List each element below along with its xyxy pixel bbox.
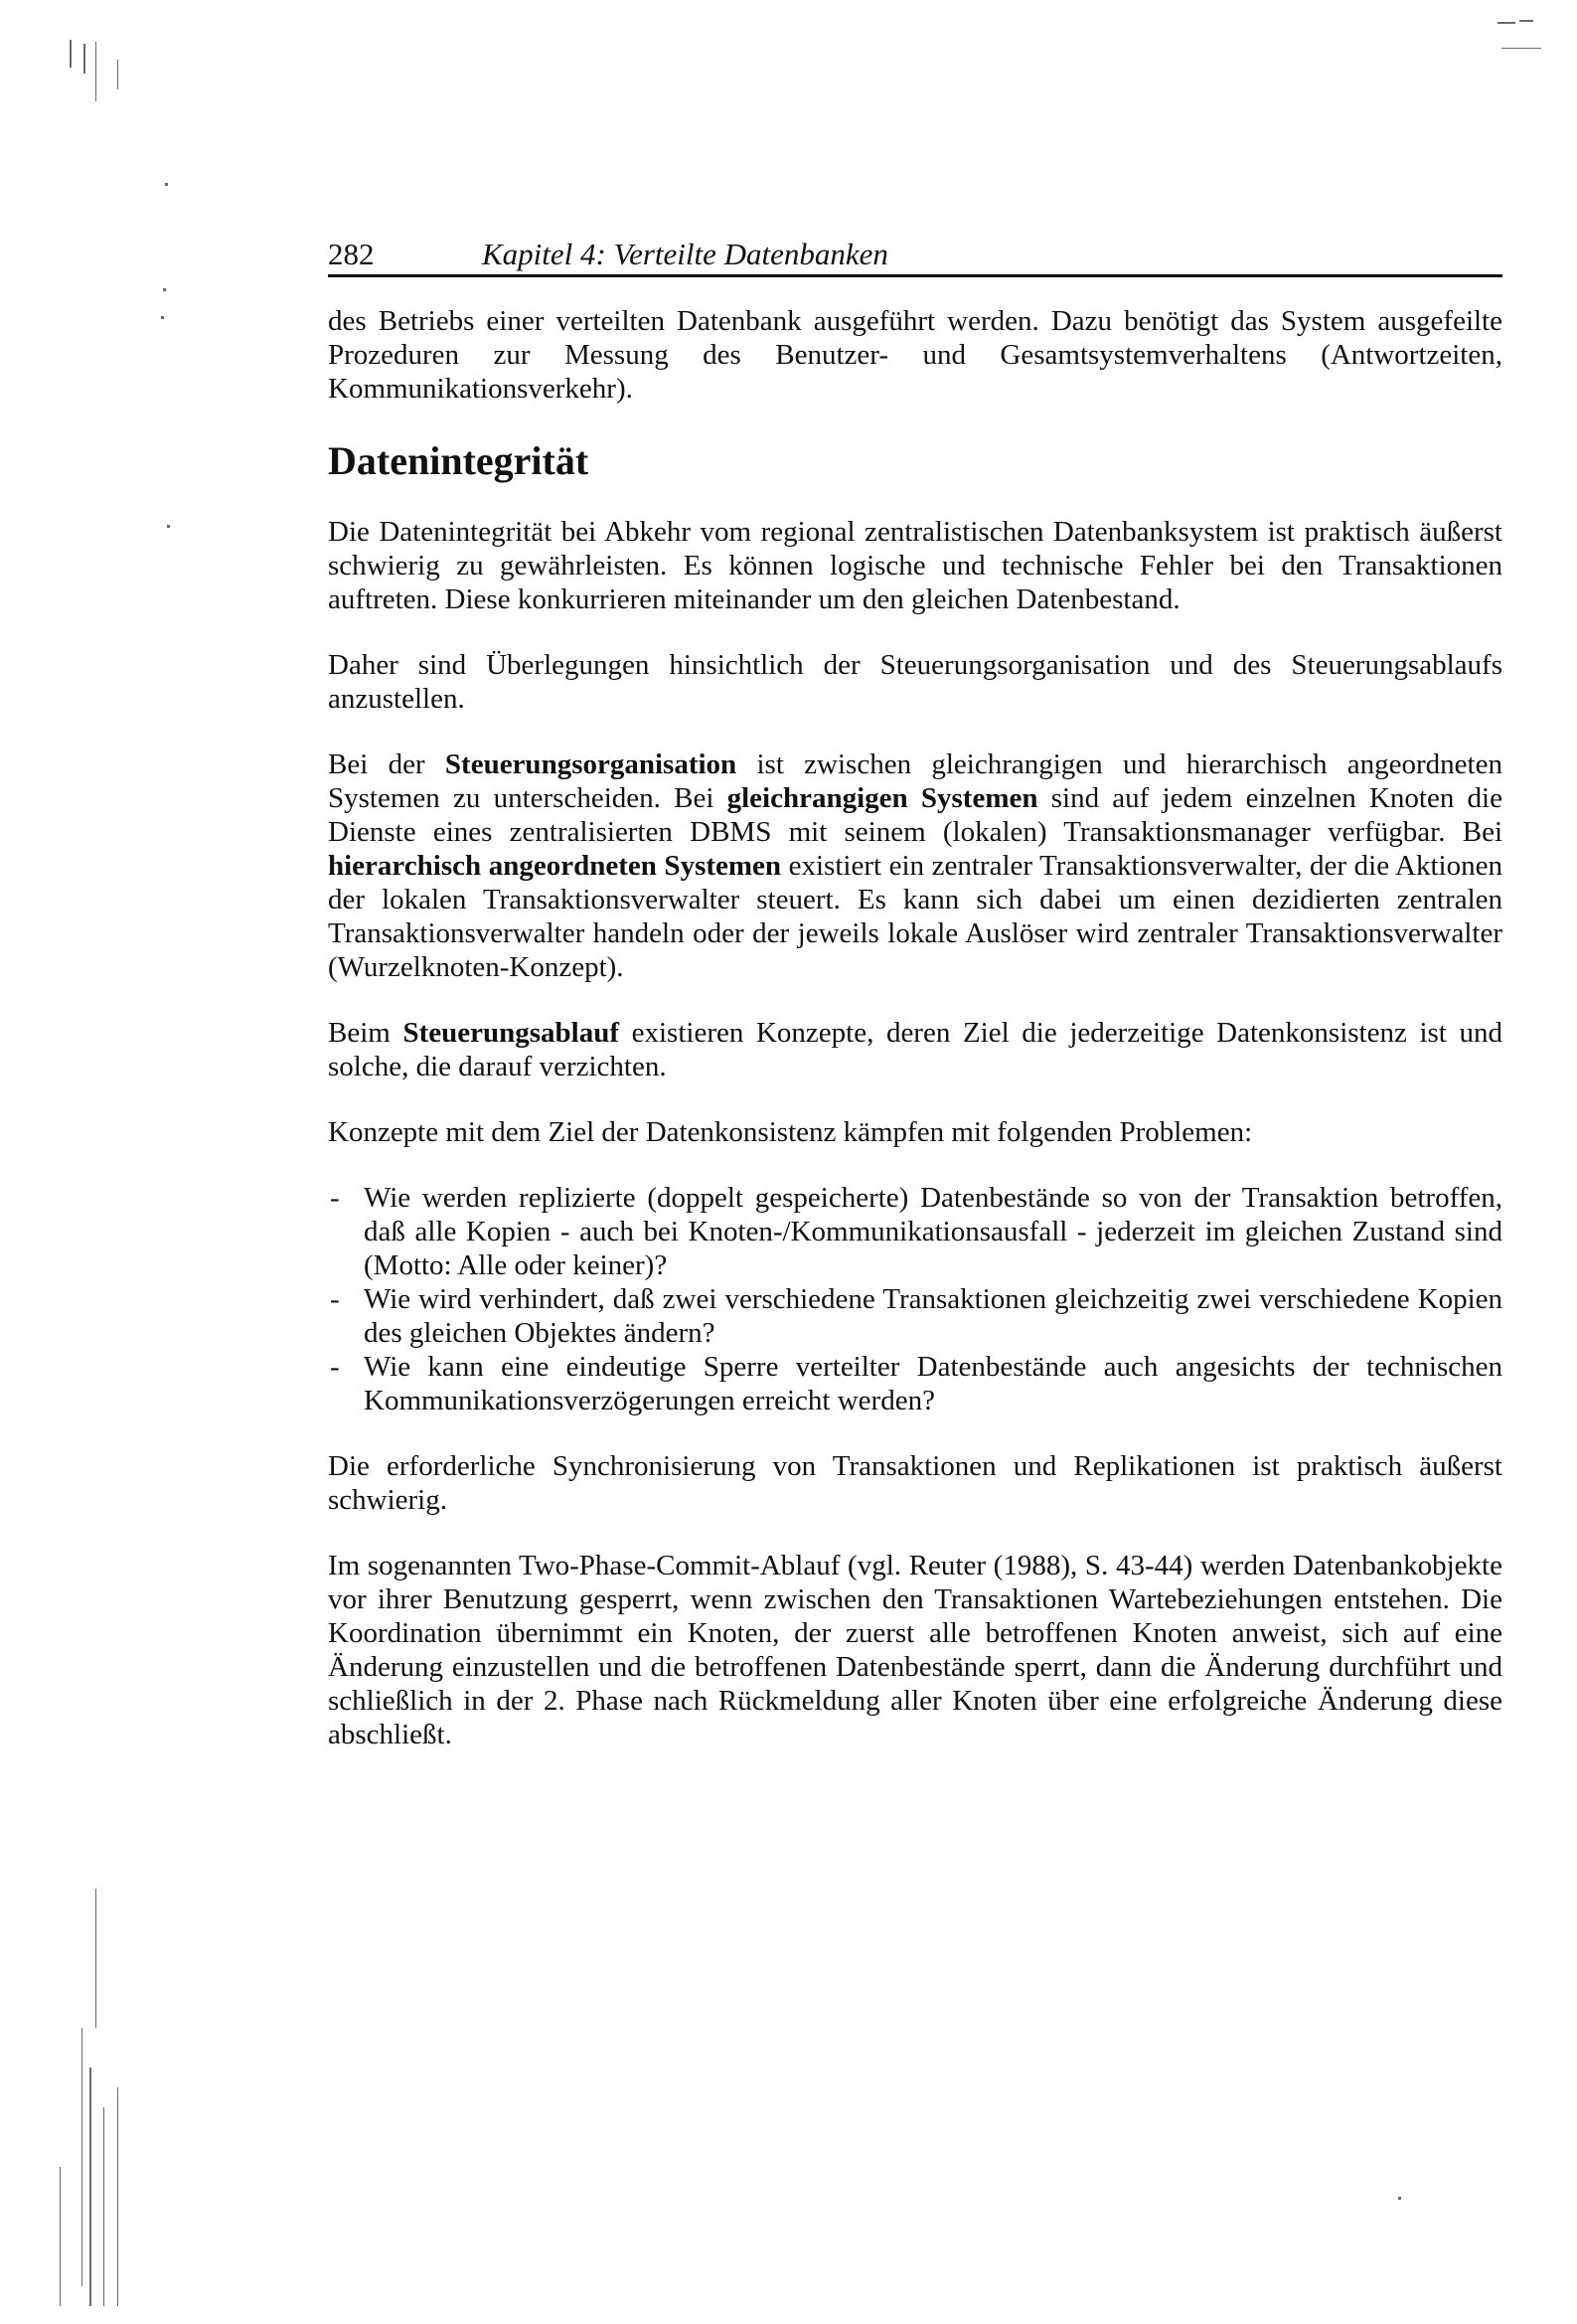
- bold-term: Steuerungsorganisation: [444, 748, 737, 780]
- paragraph-6: Die erforderliche Synchronisierung von Transaktionen und Replikationen ist praktisch äußerst schwierig.: [328, 1450, 1502, 1516]
- intro-paragraph: des Betriebs einer verteilten Datenbank ausgeführt werden. Dazu benötigt das System ausgefeilte Prozeduren zur Messung des Benutzer- und Gesamtsystemverhaltens (Antwortzeiten, Kommunikationsverkehr).: [328, 305, 1502, 405]
- scan-corner-artifacts: [1458, 0, 1577, 80]
- paragraph-7: Im sogenannten Two-Phase-Commit-Ablauf (vgl. Reuter (1988), S. 43-44) werden Datenbankobjekte vor ihrer Benutzung gesperrt, wenn zwischen den Transaktionen Wartebeziehungen entstehen. Die Koordination übernimmt ein Knoten, der zuerst alle betroffenen Knoten anweist, sich auf eine Änderung einzustellen und die betroffenen Datenbestände sperrt, dann die Änderung durchführt und schließlich in der 2. Phase nach Rückmeldung aller Knoten über eine erfolgreiche Änderung diese abschließt.: [328, 1550, 1502, 1750]
- list-item-text: Wie kann eine eindeutige Sperre verteilter Datenbestände auch angesichts der technischen Kommunikationsverzögerungen erreicht werden?: [364, 1351, 1502, 1416]
- bold-term: Steuerungsablauf: [402, 1017, 619, 1049]
- scan-margin-artifacts: [0, 0, 199, 2324]
- list-item: [328, 1282, 1502, 1350]
- running-header: [328, 235, 1502, 277]
- page-number: 282: [328, 237, 375, 271]
- text-span: ist zwischen gleichrangigen und hierarchisch angeordneten Systemen zu unterscheiden. Bei: [328, 748, 1502, 814]
- bullet-dash: -: [330, 1351, 340, 1383]
- list-item: [328, 1350, 1502, 1417]
- text-span: Beim: [328, 1017, 403, 1049]
- text-span: existiert ein zentraler Transaktionsverwalter, der die Aktionen der lokalen Transaktionsverwalter steuert. Es kann sich dabei um einen dezidierten zentralen Transaktionsverwalter handeln oder der jeweils lokale Auslöser wird zentraler Transaktionsverwalter (Wurzelknoten-Konzept).: [328, 850, 1502, 983]
- problem-list: [328, 1181, 1502, 1417]
- list-item-text: Wie werden replizierte (doppelt gespeicherte) Datenbestände so von der Transaktion betroffen, daß alle Kopien - auch bei Knoten-/Kommunikationsausfall - jederzeit im gleichen Zustand sind (Motto: Alle oder keiner)?: [364, 1182, 1502, 1281]
- list-item: [328, 1181, 1502, 1282]
- bold-term: hierarchisch angeordneten Systemen: [328, 850, 782, 882]
- chapter-title: Kapitel 4: Verteilte Datenbanken: [482, 237, 888, 271]
- paragraph-1: Die Datenintegrität bei Abkehr vom regional zentralistischen Datenbanksystem ist praktisch äußerst schwierig zu gewährleisten. Es können logische und technische Fehler bei den Transaktionen auftreten. Diese konkurrieren miteinander um den gleichen Datenbestand.: [328, 516, 1502, 615]
- paragraph-4: [328, 1016, 1502, 1083]
- list-item-text: Wie wird verhindert, daß zwei verschiedene Transaktionen gleichzeitig zwei verschiedene Kopien des gleichen Objektes ändern?: [364, 1283, 1502, 1349]
- paragraph-2: Daher sind Überlegungen hinsichtlich der Steuerungsorganisation und des Steuerungsablaufs anzustellen.: [328, 649, 1502, 715]
- section-heading: Datenintegrität: [328, 438, 589, 483]
- bullet-dash: -: [330, 1182, 340, 1214]
- paragraph-5: Konzepte mit dem Ziel der Datenkonsistenz kämpfen mit folgenden Problemen:: [328, 1116, 1253, 1148]
- page-body: [328, 304, 1502, 1783]
- bold-term: gleichrangigen Systemen: [726, 782, 1038, 814]
- text-span: Bei der: [328, 748, 445, 780]
- text-span: sind auf jedem einzelnen Knoten die Dienste eines zentralisierten DBMS mit seinem (lokalen) Transaktionsmanager verfügbar. Bei: [328, 782, 1502, 848]
- paragraph-3: [328, 747, 1502, 984]
- bullet-dash: -: [330, 1283, 340, 1315]
- text-span: existieren Konzepte, deren Ziel die jederzeitige Datenkonsistenz ist und solche, die darauf verzichten.: [328, 1017, 1502, 1082]
